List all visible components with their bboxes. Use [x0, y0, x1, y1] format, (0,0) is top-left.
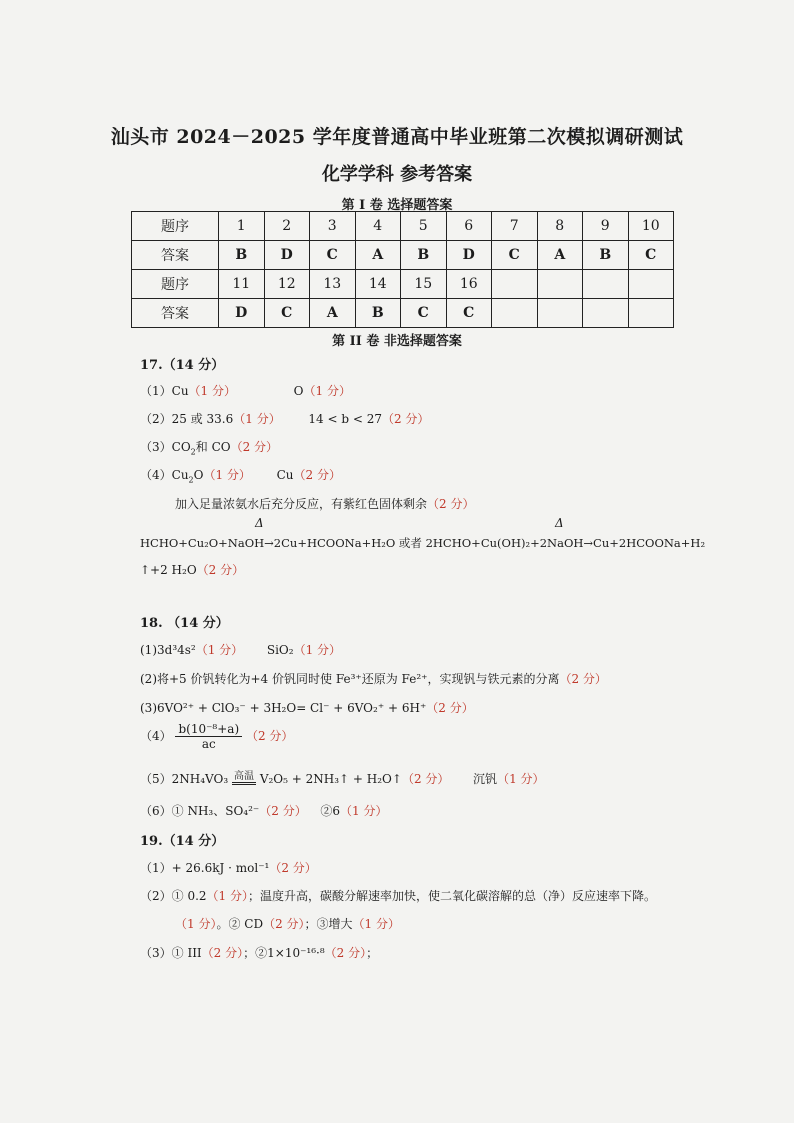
score-note: （1 分）	[233, 412, 281, 426]
score-note: （1 分）	[497, 772, 545, 786]
table-cell: B	[355, 299, 401, 328]
q19-part2	[140, 887, 656, 904]
answer-text: O	[293, 384, 304, 398]
score-note: （2 分）	[269, 861, 317, 875]
table-cell: D	[446, 241, 492, 270]
answer-text: （2）25 或 33.6	[140, 412, 234, 426]
q17-heading: 17.（14 分）	[140, 358, 225, 373]
q17-explanation	[175, 495, 474, 512]
table-cell: 7	[492, 212, 538, 241]
score-note: （2 分）	[426, 701, 474, 715]
answer-text: (2)将+5 价钒转化为+4 价钒同时使 Fe³⁺还原为 Fe²⁺，实现钒与铁元素的分离	[140, 672, 560, 686]
table-row	[132, 241, 674, 270]
table-cell: 6	[446, 212, 492, 241]
answer-text: Cu	[276, 468, 294, 482]
answer-text: （4）Cu	[140, 468, 189, 482]
answer-text: （1）+ 26.6kJ · mol⁻¹	[140, 861, 270, 875]
score-note: （2 分）	[293, 468, 341, 482]
score-note: （2 分）	[245, 729, 294, 743]
answer-text: （6）① NH₃、SO₄²⁻	[140, 804, 260, 818]
table-cell	[537, 299, 583, 328]
table-cell: 13	[310, 270, 356, 299]
answer-text: ；②1×10⁻¹⁶·⁸	[243, 946, 325, 960]
table-cell: 10	[628, 212, 674, 241]
table-cell: C	[401, 299, 447, 328]
q18-heading: 18. （14 分）	[140, 616, 229, 631]
row-label: 题序	[132, 270, 219, 299]
answer-text: 沉钒	[473, 772, 498, 786]
answer-text: SiO₂	[266, 643, 294, 657]
answer-text: 14 < b < 27	[308, 412, 382, 426]
answer-text: （3）① III	[140, 946, 202, 960]
table-cell: 15	[401, 270, 447, 299]
answer-text: （4）	[140, 729, 172, 743]
q18-part2	[140, 670, 607, 687]
q17-part4: $(4)Cu_2O(1$ 分） Cu（2 分）	[140, 468, 341, 485]
table-cell	[628, 299, 674, 328]
score-note: （1 分）	[303, 384, 351, 398]
q17-part3: $(3)CO_2$和 CO（2 分）	[140, 440, 279, 457]
table-cell: 2	[264, 212, 310, 241]
table-row	[132, 270, 674, 299]
table-cell: C	[492, 241, 538, 270]
fraction	[175, 722, 242, 751]
delta-heat-symbol: Δ	[255, 516, 264, 530]
score-note: （2 分）	[230, 440, 279, 454]
score-note: （2 分）	[196, 563, 245, 577]
table-cell: C	[446, 299, 492, 328]
score-note: （2 分）	[559, 672, 607, 686]
table-cell	[492, 270, 538, 299]
page-title: 汕头市 2024－2025 学年度普通高中毕业班第二次模拟调研测试	[110, 126, 684, 148]
score-note: （2 分）	[259, 804, 307, 818]
table-cell: D	[264, 241, 310, 270]
table-cell: 1	[219, 212, 265, 241]
table-cell	[492, 299, 538, 328]
answer-text: (3)6VO²⁺ + ClO₃⁻ + 3H₂O= Cl⁻ + 6VO₂⁺ + 6H⁺	[140, 701, 427, 715]
q18-part5	[140, 770, 545, 789]
score-note: （2 分）	[201, 946, 244, 960]
table-cell	[583, 270, 629, 299]
table-cell: 4	[355, 212, 401, 241]
answer-text: ②6	[320, 804, 340, 818]
score-note: （2 分）	[263, 917, 305, 931]
q18-part1	[140, 641, 341, 658]
q19-part2-cont	[175, 915, 400, 932]
row-label: 答案	[132, 241, 219, 270]
q18-part6	[140, 802, 387, 819]
section2-heading: 第 II 卷 非选择题答案	[332, 334, 462, 349]
table-row	[132, 299, 674, 328]
q17-part2	[140, 410, 429, 427]
answer-text: （3）CO	[140, 440, 191, 454]
score-note: （1 分）	[206, 889, 248, 903]
answer-text: 和 CO	[195, 440, 231, 454]
row-label: 答案	[132, 299, 219, 328]
page-subtitle: 化学学科 参考答案	[321, 164, 473, 185]
answer-text: ；③增大	[304, 917, 353, 931]
q17-equation: HCHO+Cu₂O+NaOH→2Cu+HCOONa+H₂O 或者 2HCHO+Cu(OH)₂+2NaOH→Cu+2HCOONa+H₂	[140, 536, 706, 550]
answer-text: (1)3d³4s²	[140, 643, 196, 657]
table-cell: B	[583, 241, 629, 270]
answer-text: （1）Cu	[140, 384, 189, 398]
table-cell: A	[310, 299, 356, 328]
table-cell: B	[219, 241, 265, 270]
score-note: （1 分）	[352, 917, 400, 931]
table-row	[132, 212, 674, 241]
table-cell	[628, 270, 674, 299]
q18-part4	[140, 722, 293, 751]
q19-heading: 19.（14 分）	[140, 834, 225, 849]
score-note: （1 分）	[203, 468, 251, 482]
reaction-condition	[232, 767, 256, 785]
table-cell: A	[537, 241, 583, 270]
table-cell: 8	[537, 212, 583, 241]
table-cell: B	[401, 241, 447, 270]
answer-text: O	[193, 468, 204, 482]
score-note: （2 分）	[401, 772, 450, 786]
table-cell: C	[628, 241, 674, 270]
table-cell: C	[310, 241, 356, 270]
score-note: （1 分）	[175, 917, 217, 931]
condition-text: 高温	[232, 767, 256, 785]
section1-heading: 第 I 卷 选择题答案	[341, 198, 453, 213]
answer-text: ；温度升高，碳酸分解速率加快，使二氧化碳溶解的总（净）反应速率下降。	[248, 889, 657, 903]
answer-text: ；	[366, 946, 379, 960]
score-note: （1 分）	[340, 804, 388, 818]
table-cell: D	[219, 299, 265, 328]
answer-text: 加入足量浓氨水后充分反应，有紫红色固体剩余	[175, 497, 428, 511]
score-note: （2 分）	[427, 497, 475, 511]
table-cell: 9	[583, 212, 629, 241]
table-cell	[583, 299, 629, 328]
table-cell: 14	[355, 270, 401, 299]
answer-text: 。② CD	[216, 917, 264, 931]
score-note: （2 分）	[324, 946, 367, 960]
q19-part1	[140, 859, 317, 876]
choice-answer-table	[131, 211, 674, 328]
score-note: （1 分）	[195, 643, 244, 657]
fraction-denominator: ac	[201, 737, 216, 751]
table-cell: 12	[264, 270, 310, 299]
answer-text: （5）2NH₄VO₃	[140, 772, 229, 786]
fraction-numerator: b(10⁻⁸+a)	[175, 722, 242, 737]
table-cell: C	[264, 299, 310, 328]
score-note: （2 分）	[381, 412, 430, 426]
answer-text: V₂O₅ + 2NH₃↑ + H₂O↑	[259, 772, 402, 786]
q18-part3	[140, 699, 474, 716]
answer-text: （2）① 0.2	[140, 889, 207, 903]
table-cell: 5	[401, 212, 447, 241]
table-cell: A	[355, 241, 401, 270]
q17-equation-cont	[140, 561, 244, 578]
q17-part1	[140, 382, 351, 399]
q19-part3	[140, 944, 378, 961]
answer-text: ↑+2 H₂O	[140, 563, 197, 577]
row-label: 题序	[132, 212, 219, 241]
score-note: （1 分）	[188, 384, 236, 398]
table-cell: 11	[219, 270, 265, 299]
table-cell: 16	[446, 270, 492, 299]
delta-heat-symbol: Δ	[555, 516, 564, 530]
table-cell	[537, 270, 583, 299]
score-note: （1 分）	[293, 643, 342, 657]
table-cell: 3	[310, 212, 356, 241]
